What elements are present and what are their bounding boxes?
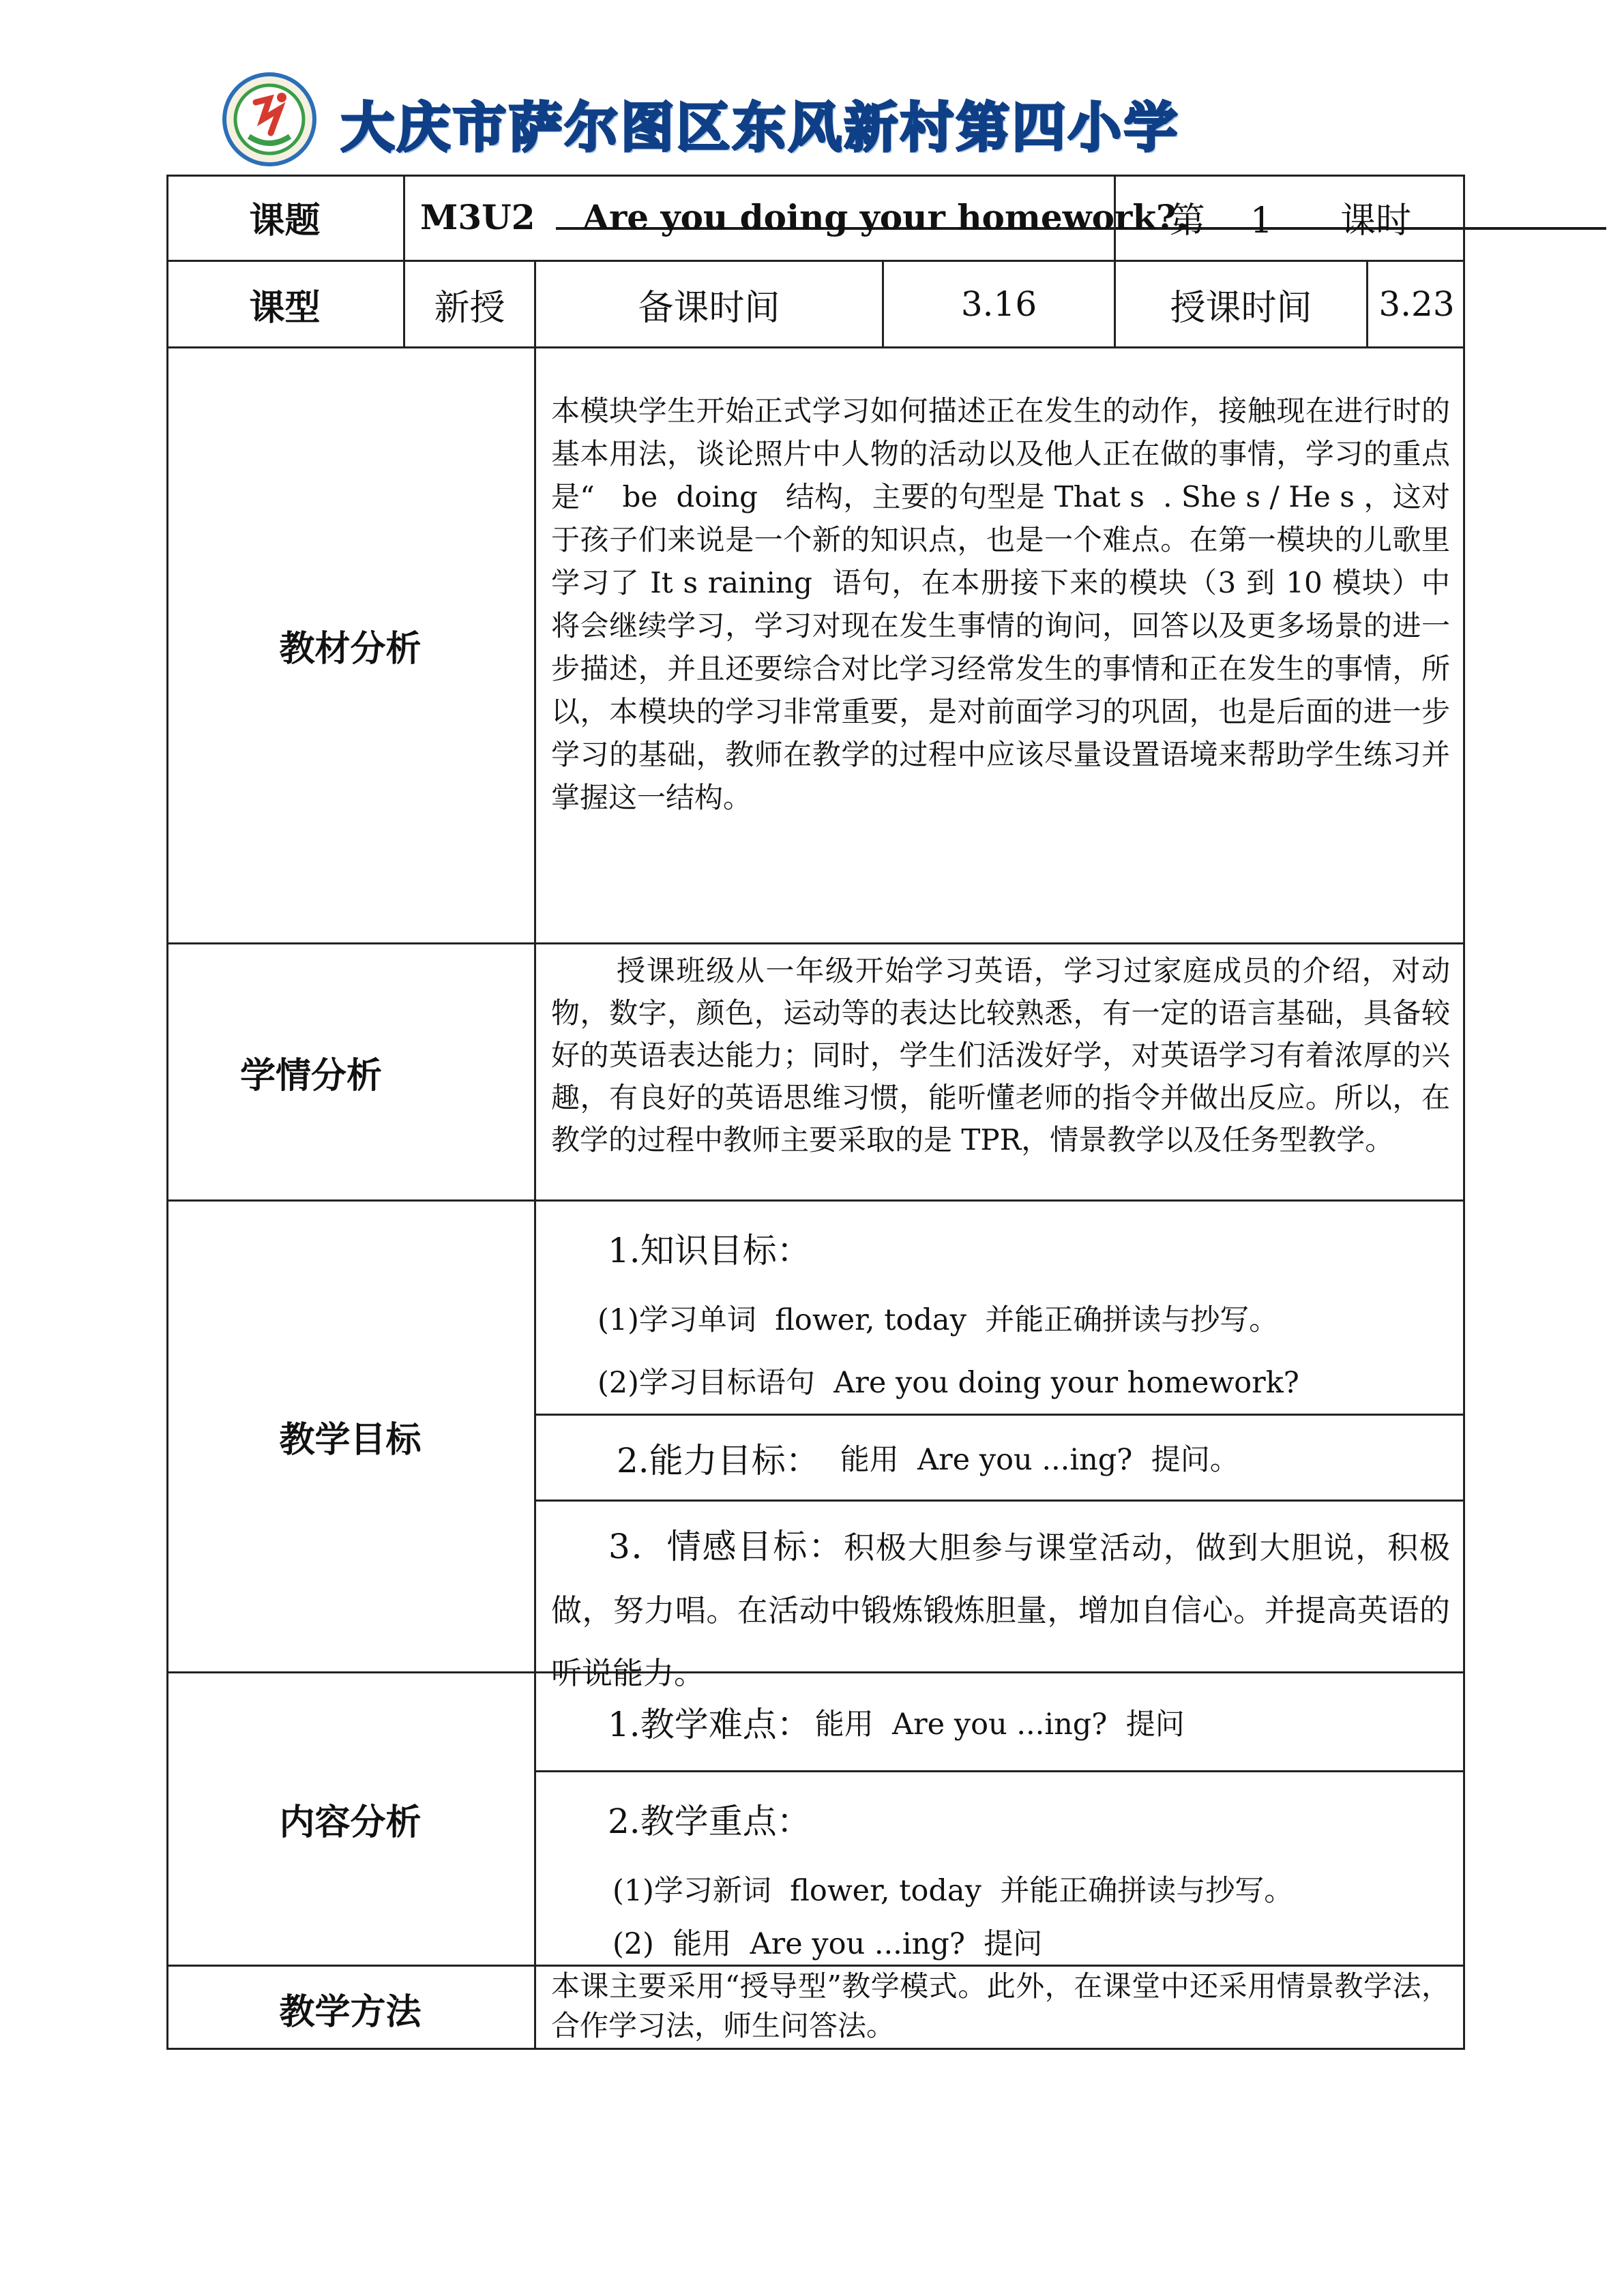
lesson-type: 新授 [405,262,536,348]
materials-analysis-text: 本模块学生开始正式学习如何描述正在发生的动作，接触现在进行时的基本用法，谈论照片中人物的活动以及他人正在做的事情，学习的重点是“ be doing 结构，主要的句型是 That s . She s / He s ，这对于孩子们来说是一个新的知识点，也是一个难点。在第一模块的儿歌里学习了 It s raining 语句，在本册接下来的模块（3 到 10 模块）中将会继续学习，学习对现在发生事情的询问，回答以及更多场景的进一步描述，并且还要综合对比学习经常发生的事情和正在发生的事情，所以，本模块的学习非常重要，是对前面学习的巩固，也是后面的进一步学习的基础，教师在教学的过程中应该尽量设置语境来帮助学生练习并掌握这一结构。 [536,348,1465,944]
ability-objective-text: 能用 Are you ...ing? 提问。 [840,1443,1239,1477]
teaching-methods-text: 本课主要采用“授导型”教学模式。此外，在课堂中还采用情景教学法，合作学习法，师生问答法。 [551,1969,1450,2042]
teaching-focus [536,1772,1465,1967]
knowledge-objectives [536,1202,1465,1416]
label-objectives: 教学目标 [166,1202,536,1673]
label-students: 学情分析 [166,944,536,1202]
school-emblem-icon [222,72,317,167]
focus-item-1: (1)学习新词 flower, today 并能正确拼读与抄写。 [612,1874,1294,1908]
school-header [222,65,1395,167]
label-title: 课题 [166,175,405,262]
knowledge-objective-title: 1.知识目标： [608,1231,811,1270]
emotion-objective-text: 积极大胆参与课堂活动，做到大胆说，积极做，努力唱。在活动中锻炼锻炼胆量，增加自信心。并提高英语的听说能力。 [551,1530,1450,1691]
lesson-title: M3U2 Are you doing your homework?. [405,175,1116,262]
lesson-period: 第 1 课时 [1116,175,1465,262]
label-type: 课型 [166,262,405,348]
difficulty-text: 能用 Are you ...ing? 提问 [814,1707,1185,1742]
teach-time-label: 授课时间 [1116,262,1368,348]
ability-objective [536,1416,1465,1502]
label-methods: 教学方法 [166,1967,536,2050]
label-materials: 教材分析 [166,348,536,944]
difficulty-title: 1.教学难点： [608,1705,811,1744]
label-content: 内容分析 [166,1673,536,1967]
prep-time-value: 3.16 [884,262,1116,348]
teach-time-value: 3.23 [1368,262,1465,348]
emotion-objective [536,1502,1465,1691]
prep-time-label: 备课时间 [536,262,884,348]
focus-title: 2.教学重点： [608,1802,811,1841]
school-name: 大庆市萨尔图区东风新村第四小学 [341,98,1181,159]
teaching-difficulty [536,1673,1465,1772]
knowledge-objective-1: (1)学习单词 flower, today 并能正确拼读与抄写。 [597,1303,1279,1337]
student-analysis-text: 授课班级从一年级开始学习英语，学习过家庭成员的介绍，对动物，数字，颜色，运动等的表达比较熟悉，有一定的语言基础，具备较好的英语表达能力；同时，学生们活泼好学，对英语学习有着浓厚的兴趣，有良好的英语思维习惯，能听懂老师的指令并做出反应。所以，在教学的过程中教师主要采取的是 TPR，情景教学以及任务型教学。 [536,944,1465,1202]
emotion-objective-title: 3．情感目标： [608,1527,844,1566]
ability-objective-title: 2.能力目标： [617,1440,820,1480]
knowledge-objective-2: (2)学习目标语句 Are you doing your homework? [597,1366,1299,1400]
focus-item-2: (2) 能用 Are you ...ing? 提问 [612,1927,1043,1961]
